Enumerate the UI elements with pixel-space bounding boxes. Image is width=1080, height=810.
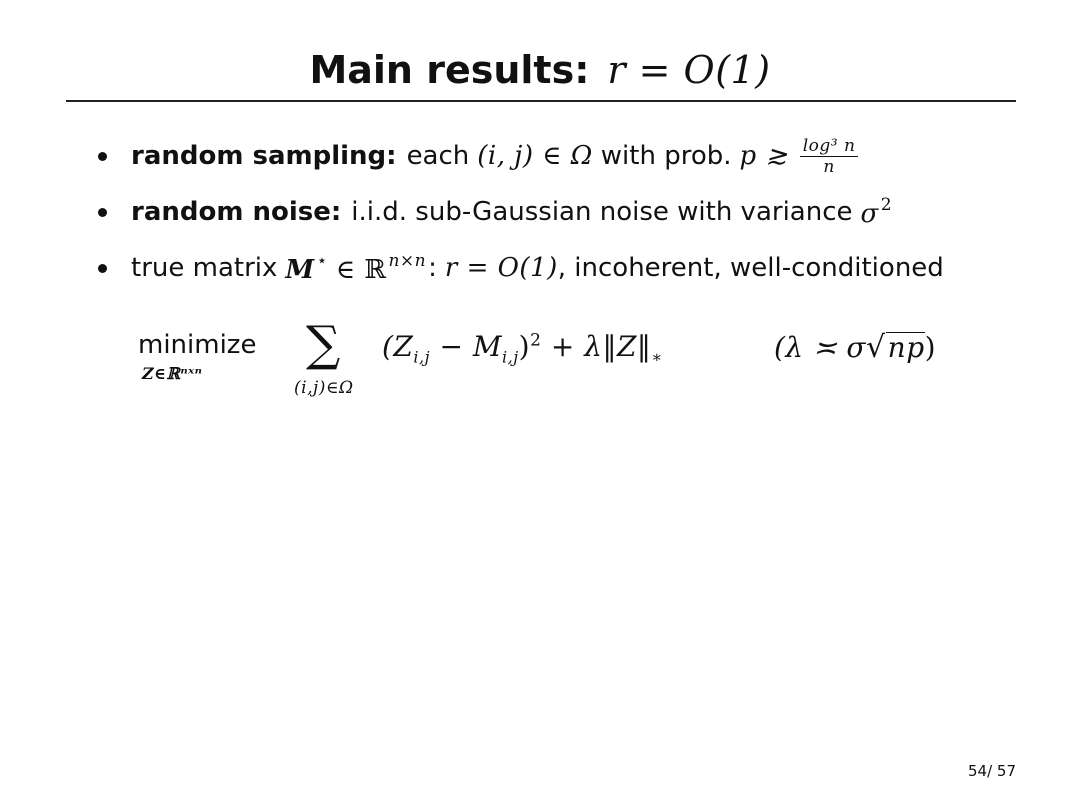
fraction-numerator: log³ n [800,136,859,157]
lambda-right: ) [924,331,937,364]
slide-title-math: r = O(1) [607,48,771,92]
objective-right: ) [518,330,531,363]
matrix-symbol: M [285,255,315,285]
bullet-math [285,251,327,285]
matrix-space: ∈ ℝ [335,255,387,285]
optimization-formula [138,316,1018,412]
objective-tail-sub: ∗ [651,347,663,367]
minimize-word: minimize [138,330,257,360]
objective-expression [382,330,663,367]
lambda-left: (λ ≍ σ [774,331,867,364]
bullet-dot [98,152,107,161]
bullet-dot [98,208,107,217]
bullet-list [96,128,1036,296]
sum-symbol: ∑ [306,316,341,372]
bullet-text: i.i.d. sub-Gaussian noise with variance [351,197,853,227]
bullet-math: r = O(1) [444,253,558,283]
bullet-dot [98,264,107,273]
slide-title [0,40,1080,100]
sqrt-radicand: np [887,331,925,364]
bullet-true-matrix [96,240,1036,296]
sum-subscript: (i,j)∈Ω [294,378,354,398]
bullet-math: (i, j) ∈ Ω [477,141,593,171]
bullet-text: with prob. [600,141,732,171]
objective-sub2: i,j [502,347,519,367]
matrix-star: ⋆ [316,251,328,271]
lambda-choice [774,330,936,365]
bullet-label: random noise: [131,197,342,227]
objective-left: (Z [382,330,414,363]
fraction-denominator: n [823,156,835,177]
bullet-text: , incoherent, well-conditioned [557,253,944,283]
bullet-math [336,251,426,285]
objective-square: 2 [530,330,542,351]
bullet-math: p ≳ [739,141,788,171]
title-divider [66,100,1016,102]
bullet-label: random sampling: [131,141,397,171]
bullet-text: each [406,141,470,171]
sampling-fraction [800,136,859,177]
bullet-text: true matrix [131,253,278,283]
objective-sub1: i,j [413,347,431,367]
page-number: 54/ 57 [968,762,1016,780]
bullet-random-noise [96,184,1036,240]
matrix-dim: n×n [388,251,427,271]
minimize-subscript: Z∈ℝⁿˣⁿ [142,364,203,383]
sqrt-icon: √ [866,330,886,365]
bullet-math-sigma: σ [860,199,879,229]
objective-mid: − M [430,330,502,363]
bullet-math [861,195,893,229]
bullet-math-sup: 2 [880,195,893,215]
objective-tail: + λ‖Z‖ [550,330,652,363]
bullet-random-sampling [96,128,1036,184]
bullet-text: : [428,253,437,283]
slide-title-text: Main results: [309,48,590,92]
